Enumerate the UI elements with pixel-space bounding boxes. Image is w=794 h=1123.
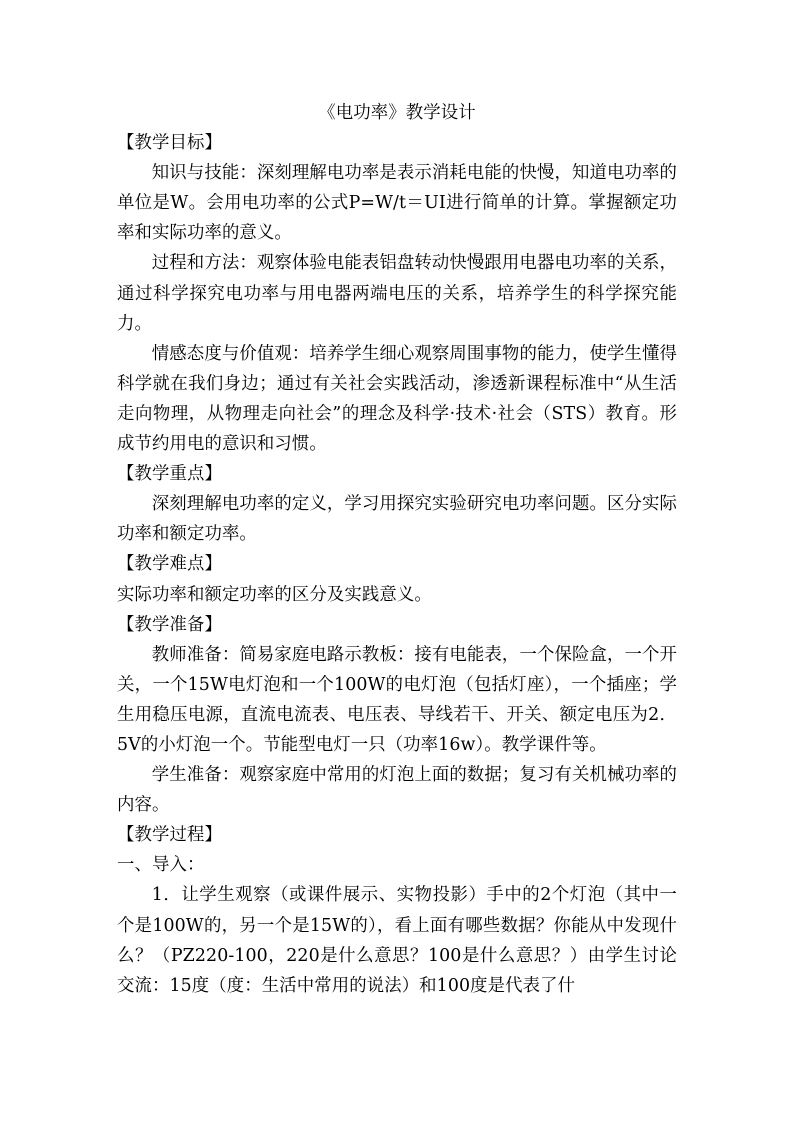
document-title: 《电功率》教学设计 bbox=[318, 103, 476, 123]
section-heading: 【教学难点】 bbox=[117, 554, 222, 575]
paragraph-difficulties: 实际功率和额定功率的区分及实践意义。 bbox=[117, 584, 432, 605]
section-difficulties bbox=[117, 549, 677, 609]
paragraph-attitude-values: 情感态度与价值观：培养学生细心观察周围事物的能力，使学生懂得科学就在我们身边；通过有关社会实践活动，渗透新课程标准中“从生活走向物理，从物理走向社会”的理念及科学·技术·社会（STS）教育。形成节约用电的意识和习惯。 bbox=[117, 343, 677, 455]
paragraph-knowledge-skills: 知识与技能：深刻理解电功率是表示消耗电能的快慢，知道电功率的单位是W。会用电功率的公式P=W/t＝UI进行简单的计算。掌握额定功率和实际功率的意义。 bbox=[117, 163, 677, 244]
section-heading: 【教学过程】 bbox=[117, 825, 222, 846]
section-teaching-objectives bbox=[117, 128, 677, 459]
paragraph-student-preparation: 学生准备：观察家庭中常用的灯泡上面的数据；复习有关机械功率的内容。 bbox=[117, 765, 677, 816]
paragraph-teacher-preparation: 教师准备：简易家庭电路示教板：接有电能表，一个保险盒，一个开关，一个15W电灯泡和一个100W的电灯泡（包括灯座），一个插座；学生用稳压电源，直流电流表、电压表、导线若干、开关、额定电压为2．5V的小灯泡一个。节能型电灯一只（功率16w）。教学课件等。 bbox=[117, 644, 677, 755]
paragraph-key-points: 深刻理解电功率的定义，学习用探究实验研究电功率问题。区分实际功率和额定功率。 bbox=[117, 494, 677, 545]
section-preparation bbox=[117, 610, 677, 821]
paragraph-process-methods: 过程和方法：观察体验电能表铝盘转动快慢跟用电器电功率的关系，通过科学探究电功率与用电器两端电压的关系，培养学生的科学探究能力。 bbox=[117, 253, 677, 334]
section-key-points bbox=[117, 459, 677, 549]
section-teaching-process bbox=[117, 820, 677, 1001]
subheading-introduction: 一、导入： bbox=[117, 855, 205, 876]
section-heading: 【教学准备】 bbox=[117, 614, 222, 635]
section-heading: 【教学重点】 bbox=[117, 464, 222, 485]
document-body bbox=[117, 98, 677, 1001]
section-heading: 【教学目标】 bbox=[117, 133, 222, 154]
paragraph-step-1: 1．让学生观察（或课件展示、实物投影）手中的2个灯泡（其中一个是100W的，另一个是15W的），看上面有哪些数据？你能从中发现什么？（PZ220-100，220是什么意思？100是什么意思？）由学生讨论交流：15度（度：生活中常用的说法）和100度是代表了什 bbox=[117, 885, 677, 996]
